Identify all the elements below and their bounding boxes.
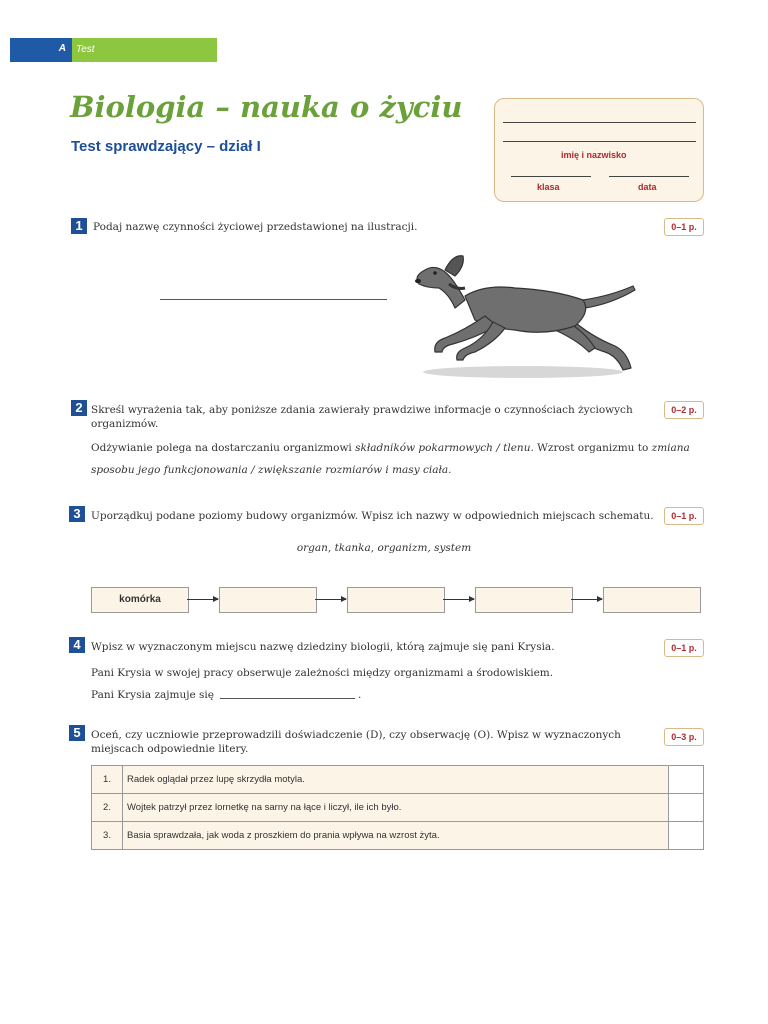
table-row: [92, 794, 704, 822]
task-number-2: 2: [71, 400, 87, 416]
task-5-points: 0–3 p.: [664, 728, 704, 746]
task-2-choice-2-rest[interactable]: sposobu jego funkcjonowania / zwiększanie rozmiarów i masy ciała: [91, 464, 449, 476]
scheme-arrow-2: [315, 599, 346, 600]
row-answer-cell[interactable]: [669, 822, 704, 850]
task-5-instruction-line-1: Oceń, czy uczniowie przeprowadzili doświadczenie (D), czy obserwację (O). Wpisz w wyznaczonych: [91, 729, 621, 741]
running-dog-illustration: [405, 248, 640, 383]
task-2-instruction-line-1: Skreśl wyrażenia tak, aby poniższe zdania zawierały prawdziwe informacje o czynnościach życiowych: [91, 404, 633, 416]
task-1-instruction: Podaj nazwę czynności życiowej przedstawionej na ilustracji.: [93, 221, 418, 233]
name-label: imię i nazwisko: [561, 150, 627, 160]
task-2-s2-end: .: [448, 464, 452, 476]
task-number-5: 5: [69, 725, 85, 741]
scheme-arrow-1: [187, 599, 218, 600]
task-number-3: 3: [69, 506, 85, 522]
class-label: klasa: [537, 182, 560, 192]
scheme-box-3[interactable]: [347, 587, 445, 613]
task-4-period: .: [358, 689, 362, 701]
scheme-box-1: [91, 587, 189, 613]
student-info-box: [494, 98, 704, 202]
row-text: Basia sprawdzała, jak woda z proszkiem do prania wpływa na wzrost żyta.: [123, 822, 669, 850]
row-number: 2.: [92, 794, 123, 822]
dog-shadow: [423, 366, 623, 378]
row-text: Wojtek patrzył przez lornetkę na sarny na łące i liczył, ile ich było.: [123, 794, 669, 822]
task-3-points: 0–1 p.: [664, 507, 704, 525]
section-tab-letter: [10, 38, 72, 62]
task-4-points: 0–1 p.: [664, 639, 704, 657]
task-2-points: 0–2 p.: [664, 401, 704, 419]
row-answer-cell[interactable]: [669, 794, 704, 822]
row-number: 3.: [92, 822, 123, 850]
task-4-context: Pani Krysia w swojej pracy obserwuje zależności między organizmami a środowiskiem.: [91, 667, 554, 679]
scheme-box-4[interactable]: [475, 587, 573, 613]
task-2-instruction: [91, 403, 651, 431]
row-number: 1.: [92, 766, 123, 794]
section-tab-label: [72, 38, 217, 62]
dog-nose: [415, 279, 421, 283]
class-line[interactable]: [511, 176, 591, 177]
task-5-instruction: [91, 728, 651, 756]
task-2-sentence-2: [91, 463, 451, 477]
task-3-options: organ, tkanka, organizm, system: [296, 542, 472, 554]
task-2-sentence-1: [91, 441, 690, 455]
dog-body: [417, 256, 635, 370]
page-title: Biologia – nauka o życiu: [70, 90, 463, 124]
scheme-box-1-label: komórka: [119, 594, 161, 605]
dog-eye: [433, 271, 437, 275]
task-2-choice-1[interactable]: składników pokarmowych / tlenu: [355, 442, 531, 454]
task-2-s1-text: Odżywianie polega na dostarczaniu organizmowi: [91, 442, 356, 454]
task-4-prompt: Pani Krysia zajmuje się: [91, 689, 214, 701]
row-text: Radek oglądał przez lupę skrzydła motyla.: [123, 766, 669, 794]
task-number-4: 4: [69, 637, 85, 653]
task-1-points: 0–1 p.: [664, 218, 704, 236]
task-1-answer-line[interactable]: [160, 299, 387, 300]
task-2-s1-mid: . Wzrost organizmu to: [530, 442, 652, 454]
page-subtitle: Test sprawdzający – dział I: [71, 138, 261, 155]
date-label: data: [638, 182, 657, 192]
task-number-1: 1: [71, 218, 87, 234]
task-5-instruction-line-2: miejscach odpowiednie litery.: [91, 743, 249, 755]
scheme-box-2[interactable]: [219, 587, 317, 613]
task-5-table: [91, 765, 704, 850]
task-3-instruction: Uporządkuj podane poziomy budowy organizmów. Wpisz ich nazwy w odpowiednich miejscach schematu.: [91, 510, 654, 522]
task-4-instruction: Wpisz w wyznaczonym miejscu nazwę dziedziny biologii, którą zajmuje się pani Krysia.: [91, 641, 555, 653]
name-line-2[interactable]: [503, 141, 696, 142]
date-line[interactable]: [609, 176, 689, 177]
task-2-instruction-line-2: organizmów.: [91, 418, 159, 430]
task-2-choice-2-start[interactable]: zmiana: [651, 442, 690, 454]
name-line-1[interactable]: [503, 122, 696, 123]
row-answer-cell[interactable]: [669, 766, 704, 794]
table-row: [92, 766, 704, 794]
scheme-arrow-3: [443, 599, 474, 600]
tab-letter: A: [58, 43, 66, 54]
scheme-box-5[interactable]: [603, 587, 701, 613]
tab-label: Test: [76, 44, 95, 55]
table-row: [92, 822, 704, 850]
task-4-answer-line[interactable]: [220, 698, 355, 699]
scheme-arrow-4: [571, 599, 602, 600]
